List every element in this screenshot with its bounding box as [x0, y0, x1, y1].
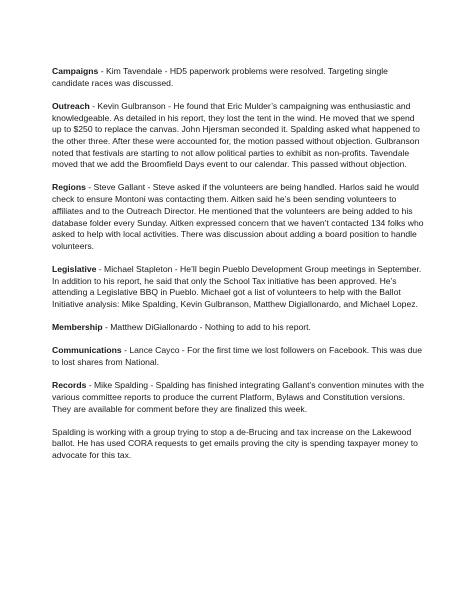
text-records: - Mike Spalding - Spalding has finished integrating Gallant’s convention minutes with the various committee reports to produce the current Platform, Bylaws and Constitution versions. They are available for comment before they are finalized this week.	[52, 380, 424, 414]
heading-regions: Regions	[52, 182, 86, 193]
heading-legislative: Legislative	[52, 264, 97, 275]
heading-outreach: Outreach	[52, 100, 90, 111]
paragraph-lakewood-ballot	[52, 427, 424, 462]
heading-records: Records	[52, 380, 87, 391]
heading-campaigns: Campaigns	[52, 66, 99, 76]
paragraph-legislative	[52, 264, 424, 311]
text-lakewood-ballot: Spalding is working with a group trying to stop a de-Brucing and tax increase on the Lakewood ballot. He has used CORA requests to get emails proving the city is spending taxpayer money to advocate for this tax.	[52, 426, 418, 461]
heading-communications: Communications	[52, 345, 122, 356]
text-outreach: - Kevin Gulbranson - He found that Eric Mulder’s campaigning was enthusiastic and knowledgeable. As detailed in his report, they lost the tent in the wind. He moved that we spend up to $250 to replace the canvas. John Hjersman seconded it. Spalding asked what happened to the other three. After these were accounted for, the motion passed without objection. Gulbranson noted that festivals are starting to not allow political parties to exhibit as non-profits. Tavendale moved that we add the Broomfield Days event to our calendar. This passed without objection.	[52, 100, 420, 170]
paragraph-records	[52, 380, 424, 415]
paragraph-membership	[52, 322, 424, 334]
minutes-body	[52, 66, 424, 473]
paragraph-outreach	[52, 101, 424, 171]
paragraph-regions	[52, 182, 424, 252]
paragraph-communications	[52, 345, 424, 368]
text-communications: - Lance Cayco - For the first time we lost followers on Facebook. This was due to lost shares from National.	[52, 345, 422, 368]
text-regions: - Steve Gallant - Steve asked if the volunteers are being handled. Harlos said he would check to ensure Montoni was contacting them. Aitken said he’s been sending volunteers to affiliates and to the Outreach Director. He mentioned that the volunteers are being added to his database folder every Sunday. Aitken expressed concern that we haven’t contacted 134 folks who asked to help with local activities. There was discussion about adding a board position to handle volunteers.	[52, 182, 424, 251]
heading-membership: Membership	[52, 322, 103, 333]
text-legislative: - Michael Stapleton - He’ll begin Pueblo Development Group meetings in September. In addition to his report, he said that only the School Tax initiative has been approved. He’s attending a Legislative BBQ in Pueblo. Michael got a list of volunteers to help with the Ballot Initiative analysis: Mike Spalding, Kevin Gulbranson, Matthew Digiallonardo, and Michael Lopez.	[52, 264, 422, 310]
text-campaigns: - Kim Tavendale - HD5 paperwork problems were resolved. Targeting single candidate races was discussed.	[52, 66, 388, 88]
text-membership: - Matthew DiGiallonardo - Nothing to add to his report.	[102, 322, 311, 333]
paragraph-campaigns	[52, 66, 424, 89]
